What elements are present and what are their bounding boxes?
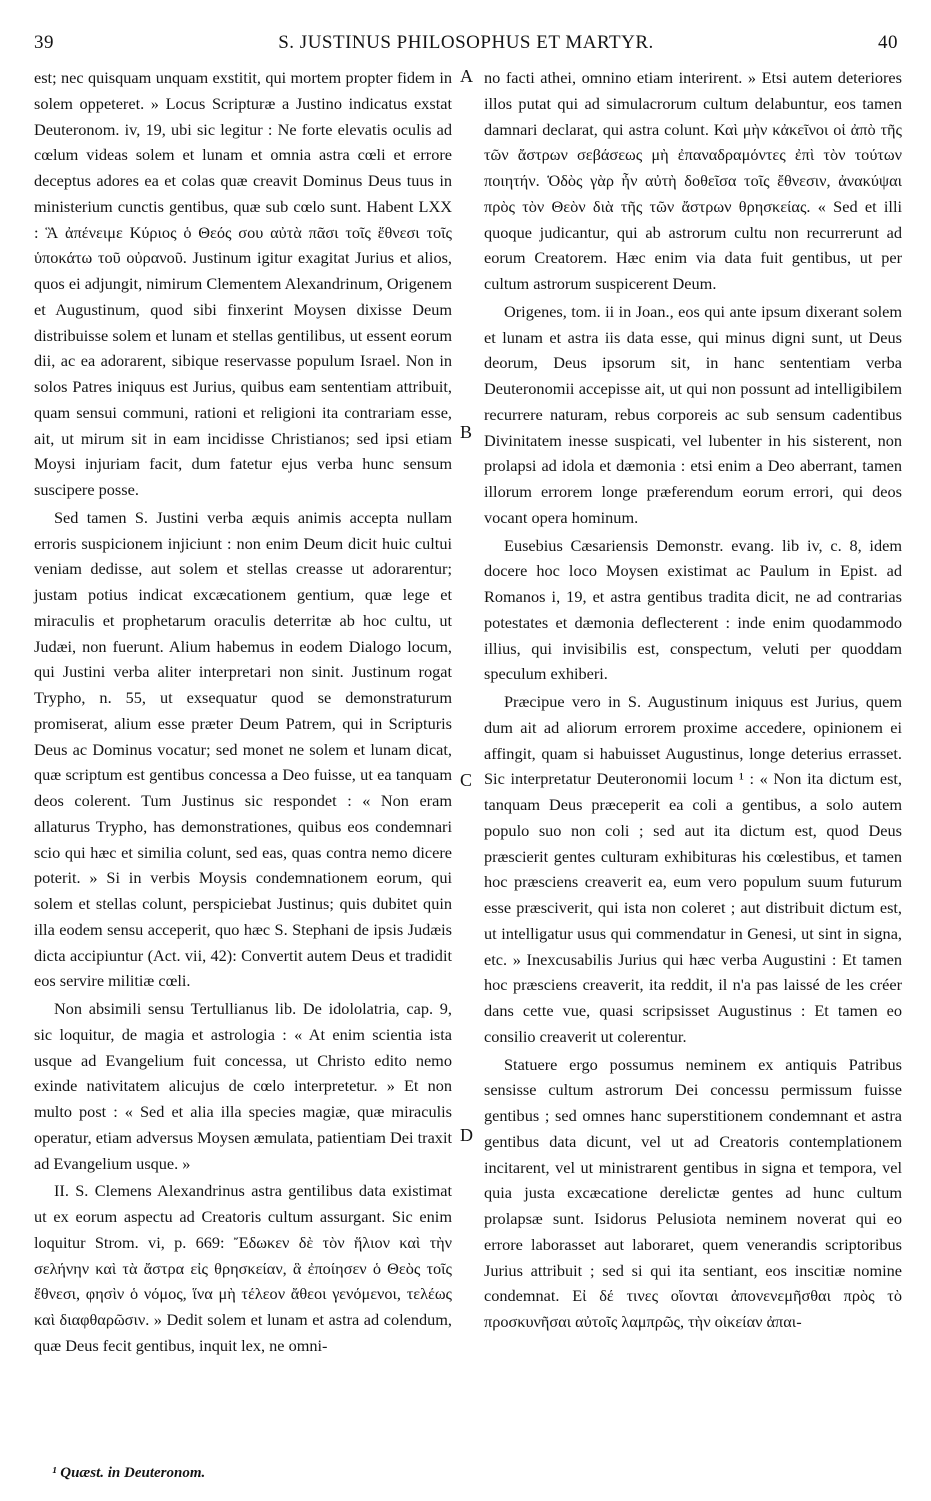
right-column bbox=[484, 65, 902, 1335]
right-paragraph-2: Origenes, tom. ii in Joan., eos qui ante ipsum dixerant solem et lunam et astra iis data esse, qui minus digni sunt, ut Deus deorum, Deus ipsorum sit, in hanc sententiam verba Deuteronomii accepisse ait, ut qui non possunt ad intelligibilem recurrere naturam, rebus corporeis ac sub sensum cadentibus Divinitatem inesse suspicati, vel lubenter in his sisterent, non prolapsi ad idola et dæmonia : etsi enim a Deo aberrant, tamen illorum errorem longe præferendum eorum errori, qui deos vocant opera hominum. bbox=[484, 301, 902, 527]
margin-letter-a: A bbox=[460, 66, 473, 86]
left-column bbox=[34, 65, 452, 1359]
right-paragraph-1: no facti athei, omnino etiam interirent. » Etsi autem deteriores illos putat qui ad simulacrorum cultum delabuntur, eos tamen damnari declarat, qui astra colunt. Καὶ μὴν κἀκεῖνοι οἱ ἀπὸ τῆς τῶν ἄστρων σεβάσεως μὴ ἐπαναδραμόντες ἐπὶ τὸν τούτων ποιητήν. Ὁδὸς γὰρ ἦν αὐτὴ δοθεῖσα τοῖς ἔθνεσιν, ἀνακύψαι πρὸς τὸν Θεὸν διὰ τῆς τῶν ἄστρων θρησκείας. « Sed et illi quoque judicantur, qui ab astrorum cultu non recurrerunt ad eorum Creatorem. Hæc enim via data fuit gentibus, ut per cultum astrorum suspicerent Deum. bbox=[484, 68, 902, 293]
right-paragraph-3: Eusebius Cæsariensis Demonstr. evang. lib iv, c. 8, idem docere hoc loco Moysen existimat ac Paulum in Epist. ad Romanos i, 19, et astra gentibus tradita dicit, ne ad contrarias potestates et dæmonia deflecterent : inde enim quodammodo illius, qui invisibilis est, conspectum, veluti per quoddam speculum exhiberi. bbox=[484, 535, 902, 684]
page-number-right: 40 bbox=[878, 32, 898, 53]
margin-letter-d: D bbox=[460, 1125, 473, 1145]
margin-letter-c: C bbox=[460, 770, 473, 790]
right-paragraph-5: Statuere ergo possumus neminem ex antiquis Patribus sensisse cultum astrorum Dei concessu permissum fuisse gentibus ; sed omnes hanc superstitionem condemnant et astra gentibus data dicunt, vel ut ad Creatoris contemplationem incitarent, vel ut ministrarent gentibus in signa et tempora, vel quia justa excæcatione derelictæ gentes ad hunc cultum prolapsæ sunt. Isidorus Pelusiota neminem noverat qui eo errore laborasset aut laboraret, quem venerandis scriptoribus Jurius attribuit ; sed si qui ita sentiant, eos inscitiæ nomine condemnat. Εἰ δέ τινες οἴονται ἀπονενεμῆσθαι πρὸς τὸ προσκυνῆσαι αὐτοῖς λαμπρῶς, τὴν οἰκείαν ἀπαι- bbox=[484, 1054, 902, 1331]
page-number-left: 39 bbox=[34, 32, 54, 53]
running-title: S. JUSTINUS PHILOSOPHUS ET MARTYR. bbox=[278, 32, 654, 53]
left-paragraph-4: II. S. Clemens Alexandrinus astra gentilibus data existimat ut ex eorum aspectu ad Creatoris cultum assurgant. Sic enim loquitur Strom. vi, p. 669: Ἔδωκεν δὲ τὸν ἥλιον καὶ τὴν σελήνην καὶ τὰ ἄστρα εἰς θρησκείαν, ἃ ἐποίησεν ὁ Θεὸς τοῖς ἔθνεσι, φησὶν ὁ νόμος, ἵνα μὴ τέλεον ἄθεοι γενόμενοι, τελέως καὶ διαφθαρῶσιν. » Dedit solem et lunam et astra ad colendum, quæ Deus fecit gentibus, inquit lex, ne omni- bbox=[34, 1181, 452, 1355]
footnote: ¹ Quæst. in Deuteronom. bbox=[52, 1465, 206, 1481]
left-paragraph-2: Sed tamen S. Justini verba æquis animis accepta nullam erroris suspicionem injiciunt : non enim Deum dicit huic cultui veniam dedisse, aut solem et stellas creasse ut adorarentur; justam potius indicat excæcationem gentium, quæ lege et miraculis et prophetarum oraculis deterritæ ab hoc cultu, ut Judæi, non fuerunt. Alium habemus in eodem Dialogo locum, qui Justini verba aliter interpretari non sinit. Justinum rogat Trypho, n. 55, ut exsequatur quod se demonstraturum promiserat, alium esse præter Deum Patrem, qui in Scripturis Deus ac Dominus vocatur; sed monet ne solem et lunam dicat, quæ scriptum est gentibus concessa a Deo fuisse, ut ea tanquam deos colerent. Tum Justinus sic respondet : « Non eram allaturus Trypho, has demonstrationes, quibus eos condemnari scio qui hæc et similia colunt, sed eas, quas contra nemo dicere poterit. » Si in verbis Moysis condemnationem eorum, qui solem et stellas colunt, perspiciebat Justinus; quis dubitet quin illa eodem sensu acceperit, quo hæc S. Stephani de ipsis Judæis dicta accipiuntur (Act. vii, 42): Convertit autem Deus et tradidit eos servire militiæ cœli. bbox=[34, 507, 452, 991]
margin-letter-b: B bbox=[460, 422, 473, 442]
running-header bbox=[34, 32, 898, 60]
left-paragraph-3: Non absimili sensu Tertullianus lib. De idololatria, cap. 9, sic loquitur, de magia et astrologia : « At enim scientia ista usque ad Evangelium fuit concessa, ut Christo edito nemo exinde nativitatem alicujus de cœlo interpretetur. » Et non multo post : « Sed et alia illa species magiæ, quæ miraculis operatur, etiam adversus Moysen æmulata, patientiam Dei traxit ad Evangelium usque. » bbox=[34, 999, 452, 1173]
left-paragraph-1: est; nec quisquam unquam exstitit, qui mortem propter fidem in solem oppeteret. » Locus Scripturæ a Justino indicatus exstat Deuteronom. iv, 19, ubi sic legitur : Ne forte elevatis oculis ad cœlum videas solem et lunam et omnia astra cœli et errore deceptus adores ea et colas quæ creavit Dominus Deus tuus in ministerium cunctis gentibus, quæ sub cœlo sunt. Habent LXX : Ἃ ἀπένειμε Κύριος ὁ Θεός σου αὐτὰ πᾶσι τοῖς ἔθνεσι τοῖς ὑποκάτω τοῦ οὐρανοῦ. Justinum igitur exagitat Jurius et alios, quos ei adjungit, nimirum Clementem Alexandrinum, Origenem et Augustinum, quod sibi finxerint Moysen dixisse Deum distribuisse solem et lunam et stellas gentilibus, ut essent eorum dii, ac ea adorarent, sibique reservasse populum Israel. Non in solos Patres iniquus est Jurius, quibus eam sententiam attribuit, quam sensui communi, rationi et religioni ita contrariam esse, ait, ut mirum sit in eam incidisse Christianos; sed ipsi etiam Moysi injuriam facit, dum fatetur ejus verba hunc sensum suscipere posse. bbox=[34, 68, 452, 499]
right-paragraph-4: Præcipue vero in S. Augustinum iniquus est Jurius, quem dum ait ad aliorum errorem proxime accedere, opinionem ei affingit, quam si habuisset Augustinus, longe deterius errasset. Sic interpretatur Deuteronomii locum ¹ : « Non ita dictum est, tanquam Deus præceperit ea coli a gentibus, a solo autem populo suo non coli ; sed aut ita dictum est, quod Deus præscierit gentes culturam exhibituras his cœlestibus, et tamen hoc præsciens creaverit ea, eum vero populum suum futurum esse præsciverit, qui ista non coleret ; aut distribuit dictum est, ut intelligatur usus qui commendatur in Genesi, ut sint in signa, etc. » Inexcusabilis Jurius qui hæc verba Augustini : Et tamen hoc præsciens creaverit, ita reddit, il n'a pas laissé de les créer dans cette vue, quasi scripsisset Augustinus : Et tamen eo consilio creaverit ut colerentur. bbox=[484, 692, 902, 1046]
